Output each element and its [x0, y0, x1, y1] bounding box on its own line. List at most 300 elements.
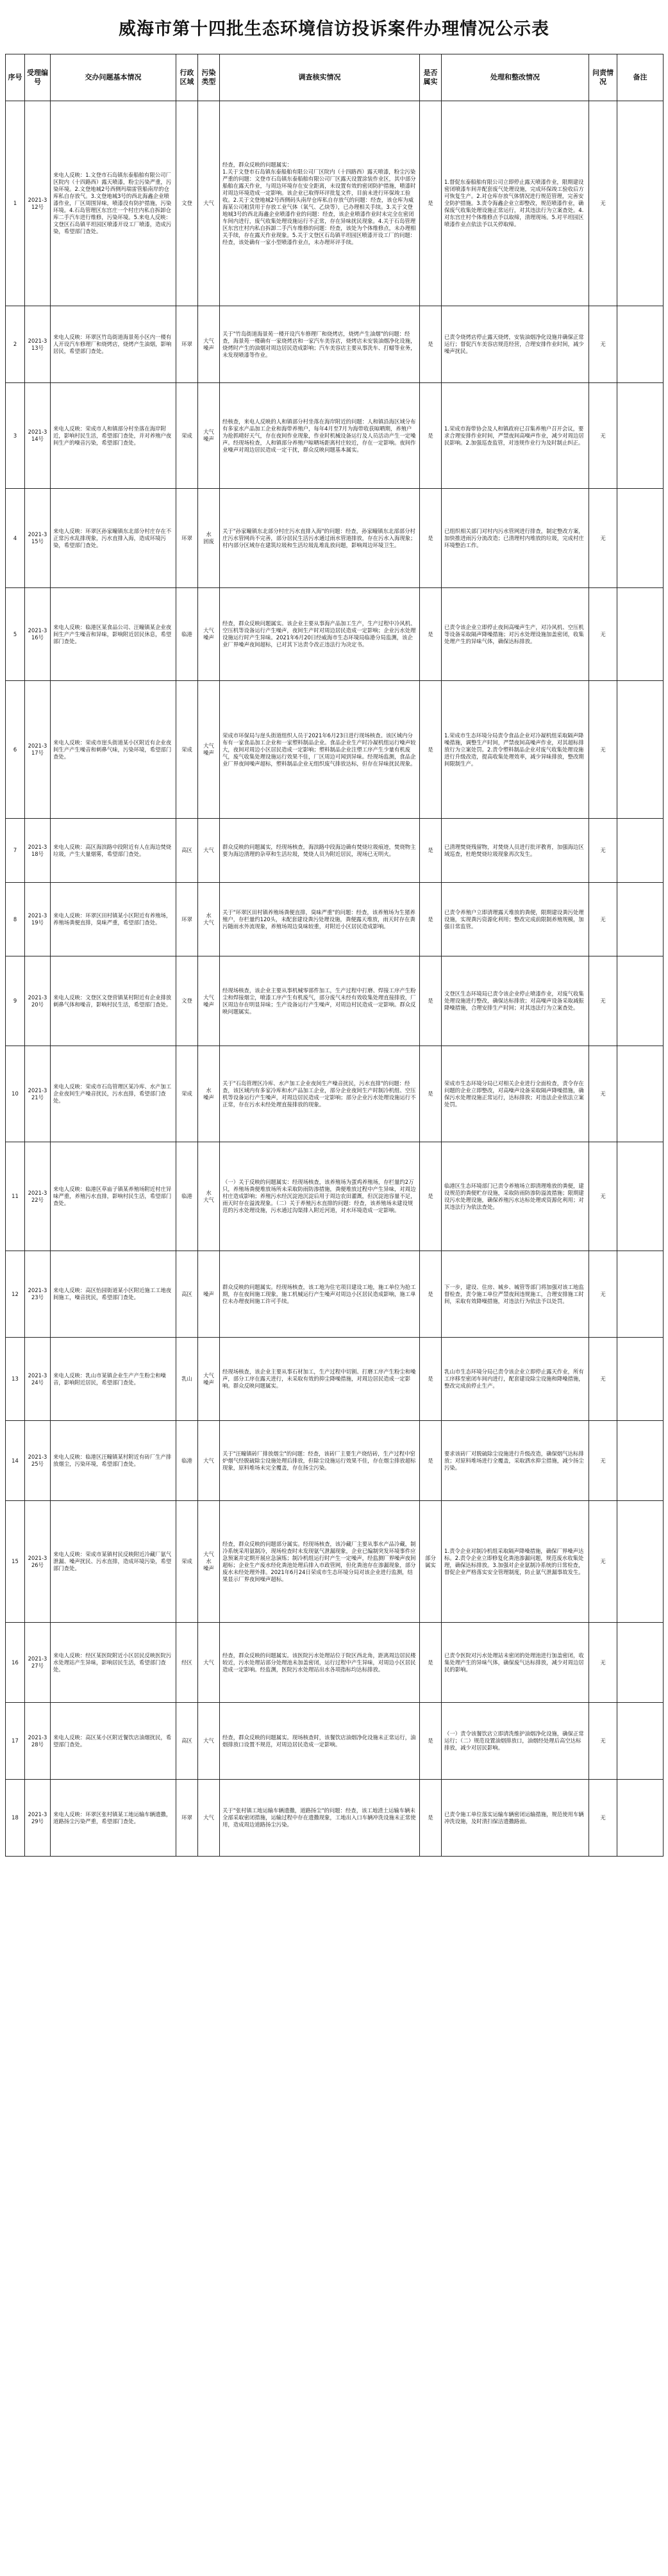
- row-code: [25, 1780, 51, 1857]
- row-issue: [51, 819, 176, 883]
- row-investigation: [220, 1046, 420, 1142]
- row-code: [25, 1142, 51, 1251]
- row-code: [25, 1338, 51, 1421]
- row-code-text: 2021-322号: [28, 1189, 47, 1203]
- row-true-text: 是: [428, 847, 433, 853]
- row-issue: [51, 1142, 176, 1251]
- row-region-text: 文登: [181, 997, 192, 1004]
- row-code: [25, 1501, 51, 1623]
- row-no-text: 7: [13, 847, 17, 853]
- row-investigation: [220, 883, 420, 956]
- row-code-text: 2021-317号: [28, 742, 47, 756]
- row-accountability: [589, 1142, 617, 1251]
- row-no-text: 2: [13, 341, 17, 347]
- header-remark: 备注: [617, 54, 664, 101]
- row-no-text: 5: [13, 630, 17, 637]
- row-issue: [51, 588, 176, 681]
- row-code-text: 2021-313号: [28, 337, 47, 351]
- page-title: 威海市第十四批生态环境信访投诉案件办理情况公示表: [119, 19, 549, 39]
- row-issue-text: 来电人反映：临港区某食品公司、汪疃镇某企业夜间生产产生噪音和异味，影响附近居民休息，希望部门查处。: [53, 623, 172, 644]
- row-ptype: [198, 101, 220, 306]
- row-no-text: 1: [13, 200, 17, 206]
- row-investigation-text: 关于"张村镇工地运输车辆遗撒，道路扬尘"的问题：经查，该工地渣土运输车辆未全部采取密闭措施，运输过程中存在遗撒现象，工地出入口车辆冲洗设施未正常使用，造成周边道路扬尘污染。: [222, 1807, 416, 1828]
- row-true: [420, 956, 442, 1046]
- row-handling-text: 乳山市生态环境分局已责令该企业立即停止露天作业，所有工序移至密闭车间内进行，配套建设除尘设施和降噪措施，整改完成前停止生产。: [444, 1368, 584, 1389]
- row-issue: [51, 883, 176, 956]
- row-code-text: 2021-327号: [28, 1655, 47, 1669]
- row-region-text: 环翠: [181, 341, 192, 347]
- row-accountability-text: 无: [600, 341, 606, 347]
- row-true: [420, 883, 442, 956]
- row-code-text: 2021-325号: [28, 1454, 47, 1467]
- row-region: [176, 1501, 198, 1623]
- row-code-text: 2021-312号: [28, 196, 47, 210]
- table-row: [6, 1338, 664, 1421]
- row-handling-text: 已责令施工单位落实运输车辆密闭运输措施，规范使用车辆冲洗设施，及时清扫保洁遗撒路面。: [444, 1810, 584, 1825]
- row-handling: [442, 588, 589, 681]
- row-region: [176, 1623, 198, 1703]
- row-code: [25, 1046, 51, 1142]
- row-issue-text: 来电人反映：1.文登市石岛镇东泰船舶有限公司厂区院内（十四路西）露天喷漆，粉尘污染严重，污染环境。2.文登地城2号西侧玛瑞雷管船南岸的仓库私自存放气。3.文登地城3号的西北海鑫企业喷漆作业，厂区周围异味，喷漆没有防护措施，污染环境。4.石岛管理区东宫庄一个村庄内私自拆卸仓库二手汽车进行维修，污染环境。5.来电人反映：文登区石岛镇平坦园区喷漆开设工厂喷漆，造成污染，希望部门查处。: [53, 172, 172, 234]
- row-no: [6, 1251, 25, 1338]
- row-ptype: [198, 489, 220, 588]
- row-remark: [617, 1046, 664, 1142]
- row-true: [420, 588, 442, 681]
- row-region: [176, 819, 198, 883]
- row-accountability-text: 无: [600, 847, 606, 853]
- row-remark: [617, 489, 664, 588]
- row-region: [176, 956, 198, 1046]
- row-investigation-text: （一）关于反映的问题属实：经现场核查，该养殖场为蛋鸡养殖场，存栏量约2万只，养殖场粪便堆放场所未采取防雨防渗措施，粪便堆放过程中产生异味，对周边村庄造成影响；养殖污水经沉淀池沉淀后用于周边农田灌溉，但沉淀池容量不足，雨天时存在溢流现象。（二）关于养殖污水直排的问题：经查，该养殖场未建设规范的污水处理设施，污水通过沟渠排入附近河道，对水环境造成一定影响。: [222, 1179, 416, 1213]
- row-handling-text: 已责令该企业立即停止夜间高噪声生产，对冷风机、空压机等设备采取隔声降噪措施；对污水处理设施加盖密闭，收集处理产生的异味气体，确保达标排放。: [444, 623, 584, 644]
- row-remark: [617, 588, 664, 681]
- row-investigation: [220, 956, 420, 1046]
- row-handling-text: 1.责令企业对制冷机组采取隔声降噪措施，确保厂界噪声达标。2.责令企业立即修复化粪池渗漏问题，规范废水收集处理，确保达标排放。3.加强对企业氨制冷系统的日常检查，督促企业严格落实安全管理制度，防止氨气泄漏事故发生。: [444, 1547, 584, 1575]
- row-true: [420, 306, 442, 383]
- row-handling: [442, 956, 589, 1046]
- row-ptype-text: 水 固废: [203, 531, 214, 545]
- row-code-text: 2021-316号: [28, 627, 47, 641]
- row-true: [420, 1780, 442, 1857]
- row-ptype: [198, 819, 220, 883]
- row-ptype: [198, 588, 220, 681]
- row-accountability-text: 无: [600, 534, 606, 541]
- table-row: [6, 588, 664, 681]
- row-ptype-text: 大气: [203, 200, 214, 206]
- row-true-text: 是: [428, 746, 433, 753]
- row-remark: [617, 1142, 664, 1251]
- header-region: 行政区域: [176, 54, 198, 101]
- header-code: 受理编号: [25, 54, 51, 101]
- row-no-text: 17: [12, 1737, 19, 1744]
- row-investigation: [220, 819, 420, 883]
- row-region-text: 高区: [181, 847, 192, 853]
- header-handling: 处理和整改情况: [442, 54, 589, 101]
- row-accountability-text: 无: [600, 200, 606, 206]
- row-issue: [51, 1046, 176, 1142]
- row-code: [25, 1251, 51, 1338]
- row-no-text: 10: [12, 1090, 19, 1097]
- row-no-text: 3: [13, 432, 17, 439]
- row-region: [176, 883, 198, 956]
- row-ptype-text: 大气 噪声: [203, 337, 214, 351]
- row-remark: [617, 1703, 664, 1780]
- row-issue-text: 来电人反映：环翠区竹岛街道海景苑小区内一楼有人开设汽车修理厂和烧烤店，烧烤产生油烟，影响居民，希望部门查处。: [53, 334, 172, 354]
- row-issue-text: 来电人反映：荣成市某镇村民反映附近冷藏厂氨气泄漏、噪声扰民、污水直排，造成环境污染，希望部门查处。: [53, 1551, 172, 1571]
- row-handling-text: 已责令养殖户立即清理露天堆放的粪便，限期建设粪污处理设施，实现粪污资源化利用；整改完成前限制养殖规模，加强日常监管。: [444, 908, 584, 930]
- row-accountability-text: 无: [600, 1457, 606, 1464]
- row-true: [420, 1703, 442, 1780]
- row-issue: [51, 1780, 176, 1857]
- row-handling: [442, 1501, 589, 1623]
- row-region-text: 临港: [181, 630, 192, 637]
- row-accountability-text: 无: [600, 432, 606, 439]
- row-ptype: [198, 1623, 220, 1703]
- row-true: [420, 383, 442, 489]
- row-region: [176, 1046, 198, 1142]
- row-ptype: [198, 1142, 220, 1251]
- row-handling-text: 要求该砖厂对脱硫除尘设施进行升级改造，确保烟气达标排放；对原料堆场进行全覆盖，采取洒水抑尘措施，减少扬尘污染。: [444, 1450, 584, 1471]
- row-no: [6, 819, 25, 883]
- row-region-text: 临港: [181, 1193, 192, 1199]
- table-row: [6, 1251, 664, 1338]
- row-handling-text: 下一步，建设、住房、城乡、城管等部门将加强对该工地监督检查，责令施工单位严禁夜间违规施工，合理安排施工时间，采取有效降噪措施，对违法行为依法予以处罚。: [444, 1283, 584, 1304]
- row-issue: [51, 956, 176, 1046]
- row-issue-text: 来电人反映：环翠区孙家疃镇东北部分村庄存在不正常污水乱排现象，污水直排入海，造成环境污染，希望部门查处。: [53, 527, 172, 548]
- row-code: [25, 883, 51, 956]
- row-no: [6, 1421, 25, 1501]
- row-accountability-text: 无: [600, 746, 606, 753]
- row-handling-text: 已清理焚烧残留物，对焚烧人员进行批评教育，加强海边区域巡查，杜绝焚烧垃圾现象再次发生。: [444, 843, 584, 857]
- row-accountability: [589, 1501, 617, 1623]
- table-row: [6, 1623, 664, 1703]
- row-investigation-text: 荣成市环保局与崖头街道组织人员于2021年6月23日进行现场核查。该区域内分布有一家食品加工企业和一家塑料制品企业。食品企业生产时冷凝机组运行噪声较大，夜间对周边小区居民造成一定影响；塑料制品企业注塑工序产生少量有机废气，废气收集处理设施运行效果不佳，厂区周边可闻到异味。经现场监测，食品企业厂界夜间噪声超标，塑料制品企业无组织废气排放达标，但存在异味扰民现象。: [222, 732, 416, 767]
- row-ptype: [198, 956, 220, 1046]
- row-remark: [617, 681, 664, 819]
- row-region: [176, 1421, 198, 1501]
- row-code: [25, 1623, 51, 1703]
- row-handling: [442, 1142, 589, 1251]
- row-issue: [51, 1338, 176, 1421]
- row-investigation-text: 经查，群众反映的问题属实。现场核查时，该餐饮店油烟净化设施未正常运行，油烟排放口设置不规范，对周边居民造成一定影响。: [222, 1734, 416, 1748]
- row-issue-text: 来电人反映：临港区草庙子镇某养殖场附近村庄异味严重，养殖污水直排，影响村民生活，希望部门查处。: [53, 1186, 172, 1206]
- row-no: [6, 306, 25, 383]
- table-row: [6, 383, 664, 489]
- row-remark: [617, 883, 664, 956]
- row-true: [420, 1421, 442, 1501]
- row-true-text: 是: [428, 1737, 433, 1744]
- row-handling: [442, 883, 589, 956]
- table-row: [6, 1421, 664, 1501]
- row-no: [6, 1501, 25, 1623]
- row-code-text: 2021-323号: [28, 1287, 47, 1300]
- row-ptype-text: 水 大气: [203, 1189, 214, 1203]
- row-investigation-text: 经查，群众反映的问题属实： 1.关于文登市石岛镇东泰船舶有限公司厂区院内（十四路西）露天喷漆，粉尘污染严重的问题：文登市石岛镇东泰船舶有限公司厂区露天设置涂装作业区，其中部分船舶在露天作业，与周边环境存在安全距离，未设置有效的密闭防护措施，喷漆时对周边环境造成一定影响。该企业已取得环评批复文件，目前未进行环保竣工验收。2.关于文登地城2号西侧码头南岸仓库私自存放气的问题：经查，该仓库为威海某公司租赁用于存放工业气体（氧气、乙炔等），已办理相关手续。3.关于文登地城3号的西北海鑫企业喷漆作业的问题：经查，该企业喷漆作业时未完全在密闭车间内进行，废气收集处理设施运行不正常，存在异味扰民现象。4.关于石岛管理区东宫庄村内私自拆卸二手汽车维修的问题：经查，该处为个体维修点，未办理相关手续，存在露天作业现象。5.关于文登区石岛镇平坦园区喷漆开设工厂的问题：经查，该处确有一家小型喷漆作业点，未办理环评手续。: [222, 161, 416, 245]
- row-investigation: [220, 1251, 420, 1338]
- row-true-text: 是: [428, 1290, 433, 1297]
- row-issue-text: 来电人反映：临港区汪疃镇某村附近有砖厂生产排放烟尘，污染环境，希望部门查处。: [53, 1454, 172, 1467]
- row-true-text: 是: [428, 1090, 433, 1097]
- row-no-text: 11: [12, 1193, 19, 1199]
- row-ptype-text: 大气 噪声: [203, 994, 214, 1008]
- header-issue: 交办问题基本情况: [51, 54, 176, 101]
- row-handling-text: 已责令医院对污水处理站未密闭的处理池进行加盖密闭，收集处理产生的异味气体，确保废气达标排放，减少对周边居民的影响。: [444, 1652, 584, 1673]
- row-no-text: 12: [12, 1290, 19, 1297]
- table-row: [6, 1703, 664, 1780]
- row-accountability: [589, 1421, 617, 1501]
- row-investigation: [220, 1421, 420, 1501]
- row-true: [420, 681, 442, 819]
- row-true: [420, 819, 442, 883]
- row-region: [176, 681, 198, 819]
- row-no: [6, 883, 25, 956]
- row-ptype-text: 大气 噪声: [203, 627, 214, 641]
- row-code-text: 2021-329号: [28, 1810, 47, 1825]
- row-accountability: [589, 306, 617, 383]
- row-issue-text: 来电人反映：荣成市人和镇部分村坐落在海岸附近，影响村民生活，希望部门查处，并对养殖户夜间生产的噪音污染，希望部门查处。: [53, 425, 172, 446]
- table-row: [6, 306, 664, 383]
- row-true: [420, 1501, 442, 1623]
- row-investigation-text: 关于"竹岛街道海景苑一楼开设汽车修理厂和烧烤店，烧烤产生油烟"的问题：经查，海景苑一楼确有一家烧烤店和一家汽车美容店，烧烤店未安装油烟净化设施，烧烤时产生的油烟对周边居民造成影响；汽车美容店主要从事洗车、打蜡等业务，未发现喷漆等作业。: [222, 330, 416, 358]
- row-region-text: 环翠: [181, 915, 192, 923]
- row-handling-text: 文登区生态环境局已责令该企业停止喷漆作业，对废气收集处理设施进行整改，确保达标排放；对高噪声设备采取减振降噪措施，合理安排生产时间；对其违法行为立案查处。: [444, 990, 584, 1011]
- row-true-text: 是: [428, 1814, 433, 1821]
- row-accountability-text: 无: [600, 1193, 606, 1199]
- row-accountability: [589, 588, 617, 681]
- row-handling: [442, 489, 589, 588]
- row-remark: [617, 1251, 664, 1338]
- row-true-text: 是: [428, 432, 433, 439]
- row-remark: [617, 101, 664, 306]
- row-region-text: 环翠: [181, 534, 192, 541]
- row-true: [420, 489, 442, 588]
- row-accountability-text: 无: [600, 997, 606, 1004]
- row-investigation-text: 关于"汪疃镇砖厂排放烟尘"的问题：经查，该砖厂主要生产烧结砖，生产过程中窑炉烟气经脱硫除尘设施处理后排放，但除尘设施运行效果不佳，存在烟尘排放超标现象，原料堆场未完全覆盖，存在扬尘污染。: [222, 1450, 416, 1471]
- row-no: [6, 1780, 25, 1857]
- row-code: [25, 383, 51, 489]
- row-ptype-text: 大气: [203, 1814, 214, 1821]
- row-ptype: [198, 1338, 220, 1421]
- table-row: [6, 681, 664, 819]
- row-investigation: [220, 1623, 420, 1703]
- row-ptype-text: 噪声: [203, 1290, 214, 1297]
- header-ptype: 污染类型: [198, 54, 220, 101]
- header-row: [6, 54, 664, 101]
- row-handling: [442, 1623, 589, 1703]
- row-code-text: 2021-315号: [28, 531, 47, 545]
- row-accountability-text: 无: [600, 1814, 606, 1821]
- row-investigation: [220, 383, 420, 489]
- row-issue: [51, 1703, 176, 1780]
- row-accountability: [589, 1623, 617, 1703]
- row-code-text: 2021-321号: [28, 1087, 47, 1101]
- row-handling-text: 1.荣成市生态环境分局责令食品企业对冷凝机组采取隔声降噪措施，调整生产时间，严禁夜间高噪声作业，对其超标排放行为立案处罚。2.责令塑料制品企业对废气收集处理设施进行升级改造，提高收集处理效率，减少异味排放，整改期间限制生产。: [444, 732, 584, 767]
- row-accountability-text: 无: [600, 1558, 606, 1564]
- row-ptype-text: 大气 水 噪声: [203, 1551, 214, 1571]
- row-code: [25, 956, 51, 1046]
- table-row: [6, 883, 664, 956]
- row-investigation-text: 关于"石岛管理区冷库、水产加工企业夜间生产噪音扰民，污水直排"的问题：经查，该区域内有多家冷库和水产品加工企业，部分企业夜间生产时制冷机组、空压机等设备运行产生噪声，对周边居民造成一定影响；部分企业污水处理设施运行不正常，存在污水未经处理直接排放的现象。: [222, 1079, 416, 1108]
- row-issue-text: 来电人反映：高区怡园街道某小区附近施工工地夜间施工，噪音扰民，希望部门查处。: [53, 1287, 172, 1300]
- row-ptype: [198, 1421, 220, 1501]
- row-investigation: [220, 1703, 420, 1780]
- row-handling: [442, 681, 589, 819]
- table-row: [6, 819, 664, 883]
- row-true-text: 是: [428, 534, 433, 541]
- row-handling: [442, 101, 589, 306]
- row-no: [6, 681, 25, 819]
- row-remark: [617, 1338, 664, 1421]
- row-code-text: 2021-326号: [28, 1554, 47, 1568]
- row-region-text: 高区: [181, 1737, 192, 1744]
- row-code: [25, 1421, 51, 1501]
- row-true: [420, 1338, 442, 1421]
- header-accountability: 问责情况: [589, 54, 617, 101]
- row-remark: [617, 1623, 664, 1703]
- header-no: 序号: [6, 54, 25, 101]
- row-accountability: [589, 1046, 617, 1142]
- row-handling-text: 已组织相关部门对村内污水管网进行排查，制定整改方案，加快推进雨污分流改造；已清理村内堆放的垃圾，完成村庄环境整治工作。: [444, 527, 584, 548]
- row-no: [6, 1703, 25, 1780]
- row-region: [176, 1703, 198, 1780]
- table-row: [6, 101, 664, 306]
- row-investigation-text: 经查，群众反映的问题属实。该医院污水处理站位于院区西北角，距离周边居民楼较近，污水处理站部分处理池未加盖密闭，运行过程中产生异味，对周边小区居民造成一定影响。经监测，医院污水处理站出水各项指标均达标排放。: [222, 1652, 416, 1673]
- row-remark: [617, 383, 664, 489]
- row-handling: [442, 1338, 589, 1421]
- row-region: [176, 588, 198, 681]
- row-ptype-text: 大气 噪声: [203, 429, 214, 442]
- row-accountability: [589, 819, 617, 883]
- row-issue-text: 来电人反映：文登区文登营镇某村附近有企业排放刺鼻气体和噪音，影响村民生活，希望部门查处。: [53, 994, 172, 1008]
- row-investigation: [220, 489, 420, 588]
- row-no: [6, 1623, 25, 1703]
- row-code-text: 2021-319号: [28, 912, 47, 926]
- row-no-text: 8: [13, 915, 17, 923]
- row-true: [420, 1142, 442, 1251]
- row-true-text: 是: [428, 630, 433, 637]
- row-ptype-text: 水 噪声: [203, 1087, 214, 1101]
- row-region: [176, 489, 198, 588]
- row-handling: [442, 1251, 589, 1338]
- table-row: [6, 1142, 664, 1251]
- row-code: [25, 489, 51, 588]
- header-investigation: 调查核实情况: [220, 54, 420, 101]
- row-true-text: 是: [428, 915, 433, 923]
- row-investigation-text: 经现场核查，该企业主要从事石材加工，生产过程中切割、打磨工序产生粉尘和噪声，部分工序在露天进行，未采取有效的抑尘降噪措施，对周边居民造成一定影响。群众反映问题属实。: [222, 1368, 416, 1389]
- table-row: [6, 489, 664, 588]
- row-remark: [617, 306, 664, 383]
- row-region-text: 环翠: [181, 1814, 192, 1821]
- row-region: [176, 1251, 198, 1338]
- row-code-text: 2021-318号: [28, 843, 47, 857]
- row-investigation-text: 经查，群众反映的问题部分属实。经现场核查，该冷藏厂主要从事水产品冷藏，制冷系统采用氨制冷，现场检查时未发现氨气泄漏现象，企业已编制突发环境事件应急预案并定期开展应急演练；制冷机组运行时产生一定噪声，经监测厂界噪声夜间超标；企业生产废水经化粪池处理后排入市政管网，但化粪池存在渗漏现象，部分废水未经处理外排。2021年6月24日荣成市生态环境分局对该企业进行监测，结果显示厂界夜间噪声超标。: [222, 1540, 416, 1582]
- row-issue-text: 来电人反映：环翠区田村镇某小区附近有养殖场，养殖场粪便直排，臭味严重，希望部门查处。: [53, 912, 172, 926]
- row-region-text: 文登: [181, 200, 192, 206]
- row-issue-text: 来电人反映：经区某医院附近小区居民反映医院污水处理站产生异味，影响居民生活，希望部门查处。: [53, 1652, 172, 1673]
- row-no-text: 4: [13, 534, 17, 541]
- row-investigation-text: 经现场核查，该企业主要从事机械零部件加工，生产过程中打磨、焊接工序产生粉尘和焊接烟尘，喷漆工序产生有机废气，部分废气未经有效收集处理直接排放，厂区周边存在明显异味；生产设备运行产生噪声，对周边村民造成一定影响。群众反映问题属实。: [222, 987, 416, 1015]
- row-no: [6, 1046, 25, 1142]
- row-no-text: 16: [12, 1659, 19, 1666]
- row-code-text: 2021-314号: [28, 429, 47, 442]
- row-accountability: [589, 681, 617, 819]
- row-ptype-text: 大气: [203, 847, 214, 853]
- row-ptype-text: 大气: [203, 1737, 214, 1744]
- row-true-text: 是: [428, 997, 433, 1004]
- row-ptype: [198, 883, 220, 956]
- row-investigation: [220, 681, 420, 819]
- table-row: [6, 1046, 664, 1142]
- table-row: [6, 1501, 664, 1623]
- row-no: [6, 956, 25, 1046]
- row-region-text: 荣成: [181, 432, 192, 439]
- row-ptype-text: 大气 噪声: [203, 742, 214, 756]
- row-ptype: [198, 1251, 220, 1338]
- row-accountability: [589, 1338, 617, 1421]
- row-handling-text: （一）责令该餐饮店立即清洗维护油烟净化设施，确保正常运行；（二）规范设置油烟排放口，油烟经处理后高空达标排放，减少对居民影响。: [444, 1730, 584, 1751]
- row-accountability-text: 无: [600, 1290, 606, 1297]
- row-accountability: [589, 883, 617, 956]
- row-handling: [442, 383, 589, 489]
- row-ptype-text: 大气: [203, 1457, 214, 1464]
- row-code: [25, 681, 51, 819]
- row-no: [6, 588, 25, 681]
- row-ptype: [198, 1501, 220, 1623]
- row-remark: [617, 819, 664, 883]
- row-issue: [51, 1501, 176, 1623]
- row-remark: [617, 1780, 664, 1857]
- row-issue-text: 来电人反映：荣成市崖头街道某小区附近有企业夜间生产产生噪音和刺鼻气味，污染环境，希望部门查处。: [53, 739, 172, 760]
- cases-table: [5, 54, 664, 1857]
- row-issue: [51, 306, 176, 383]
- row-no-text: 14: [12, 1457, 19, 1464]
- row-issue: [51, 383, 176, 489]
- row-true-text: 是: [428, 1659, 433, 1666]
- row-true-text: 部分 属实: [425, 1554, 436, 1568]
- row-true-text: 是: [428, 1375, 433, 1382]
- row-region: [176, 1338, 198, 1421]
- row-true-text: 是: [428, 200, 433, 206]
- row-true-text: 是: [428, 1457, 433, 1464]
- row-region: [176, 306, 198, 383]
- row-no-text: 13: [12, 1375, 19, 1382]
- row-handling: [442, 1703, 589, 1780]
- header-true: 是否属实: [420, 54, 442, 101]
- row-accountability-text: 无: [600, 630, 606, 637]
- row-investigation: [220, 1780, 420, 1857]
- row-accountability-text: 无: [600, 1737, 606, 1744]
- row-investigation: [220, 1142, 420, 1251]
- row-no-text: 15: [12, 1558, 19, 1564]
- row-handling-text: 已责令烧烤店停止露天烧烤，安装油烟净化设施并确保正常运行；督促汽车美容店规范经营，合理安排作业时间，减少噪声扰民。: [444, 334, 584, 354]
- row-true: [420, 1046, 442, 1142]
- row-ptype: [198, 306, 220, 383]
- row-ptype-text: 水 大气: [203, 912, 214, 926]
- row-no-text: 6: [13, 746, 17, 753]
- row-handling: [442, 819, 589, 883]
- row-handling: [442, 306, 589, 383]
- row-code: [25, 101, 51, 306]
- row-issue: [51, 1421, 176, 1501]
- row-code-text: 2021-320号: [28, 994, 47, 1008]
- row-code-text: 2021-324号: [28, 1372, 47, 1386]
- row-region: [176, 101, 198, 306]
- row-accountability-text: 无: [600, 1375, 606, 1382]
- row-handling-text: 1.荣成市海带协会及人和镇政府已召集养殖户召开会议，要求合理安排作业时间，严禁夜间高噪声作业，减少对周边居民影响。2.加强巡查监管，对违规作业行为及时制止纠正。: [444, 425, 584, 446]
- row-investigation-text: 关于"环翠区田村镇养殖场粪便直排，臭味严重"的问题：经查，该养殖场为生猪养殖户，存栏量约120头，未配套建设粪污处理设施，粪便露天堆放，雨天时存在粪污随雨水外流现象，养殖场周边臭味较重，对附近小区居民造成影响。: [222, 908, 415, 930]
- row-ptype: [198, 383, 220, 489]
- row-true: [420, 1251, 442, 1338]
